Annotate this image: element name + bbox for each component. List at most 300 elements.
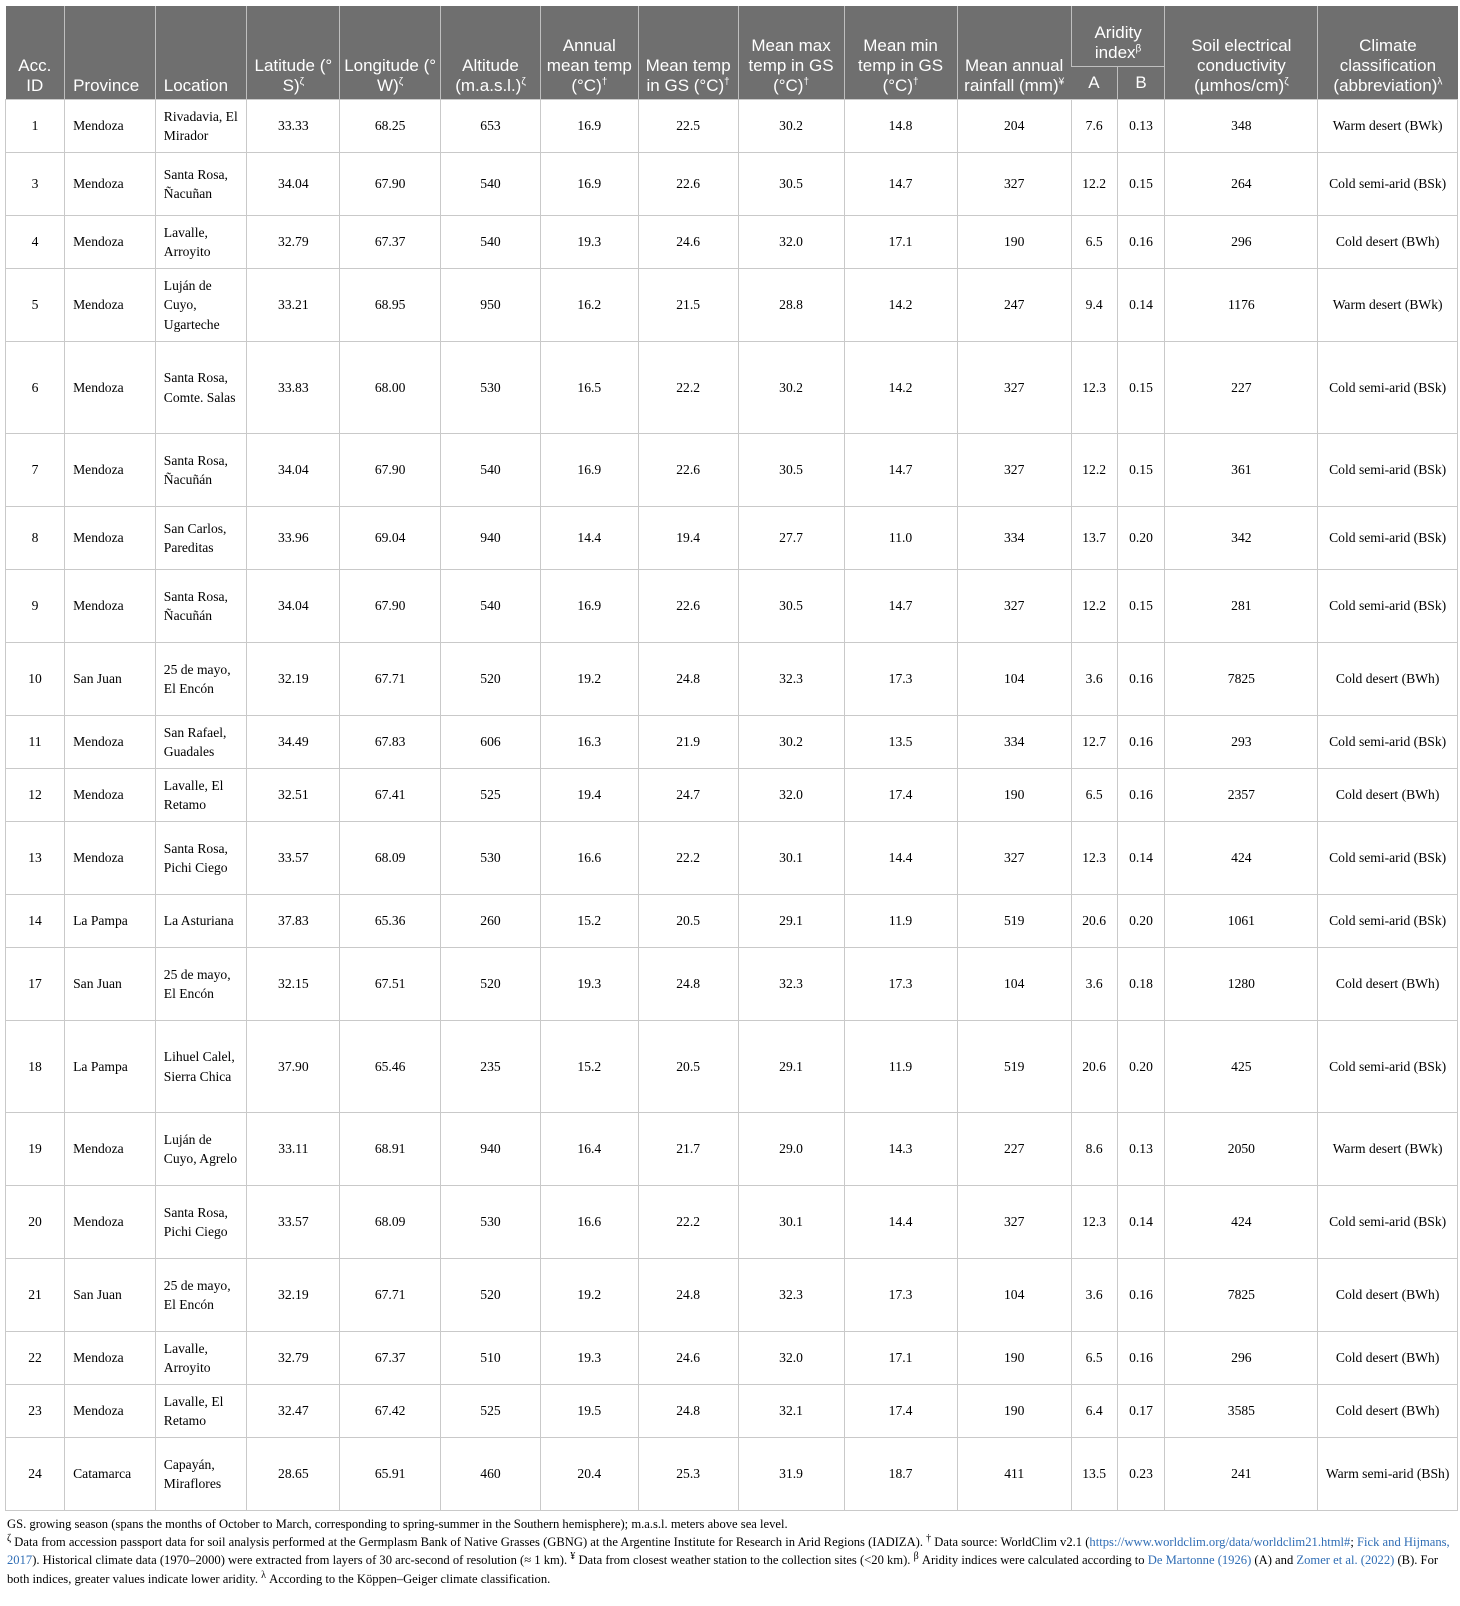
- cell-rainfall: 104: [957, 1259, 1071, 1332]
- cell-acc-id: 4: [6, 216, 65, 269]
- cell-latitude: 32.79: [247, 1332, 340, 1385]
- table-row: [6, 507, 1458, 570]
- cell-mean-min-temp-gs: 17.3: [844, 643, 957, 716]
- cell-acc-id: 9: [6, 570, 65, 643]
- cell-rainfall: 190: [957, 216, 1071, 269]
- cell-latitude: 34.04: [247, 434, 340, 507]
- cell-aridity-a: 3.6: [1071, 1259, 1117, 1332]
- cell-aridity-b: 0.16: [1117, 216, 1165, 269]
- cell-mean-min-temp-gs: 11.9: [844, 895, 957, 948]
- cell-mean-max-temp-gs: 30.5: [738, 434, 844, 507]
- cell-altitude: 460: [441, 1438, 541, 1511]
- cell-longitude: 67.90: [340, 570, 441, 643]
- cell-soil-ec: 7825: [1165, 1259, 1318, 1332]
- cell-annual-mean-temp: 19.4: [540, 769, 638, 822]
- cell-longitude: 67.42: [340, 1385, 441, 1438]
- cell-acc-id: 7: [6, 434, 65, 507]
- cell-acc-id: 24: [6, 1438, 65, 1511]
- cell-longitude: 68.09: [340, 822, 441, 895]
- cell-latitude: 33.33: [247, 100, 340, 153]
- cell-longitude: 67.90: [340, 153, 441, 216]
- cell-mean-min-temp-gs: 11.9: [844, 1021, 957, 1113]
- cell-altitude: 235: [441, 1021, 541, 1113]
- cell-mean-temp-gs: 22.2: [638, 822, 738, 895]
- cell-aridity-b: 0.16: [1117, 643, 1165, 716]
- cell-mean-max-temp-gs: 32.3: [738, 948, 844, 1021]
- cell-climate: Cold desert (BWh): [1318, 643, 1458, 716]
- footnote-sources: $^\zeta$ Data from accession passport data for soil analysis performed at the Germplasm Bank of Native Grasses (GBNG) at the Argentine Institute for Research in Arid Regions (IADIZA). † Data source: WorldClim v2.1 (https://www.worldclim.org/data/worldclim21.html#; Fick and Hijmans, 2017). Historical climate data (1970–2000) were extracted from layers of 30 arc-second of resolution (≈ 1 km). ¥ Data from closest weather station to the collection sites (<20 km). $^\beta$ Aridity indices were calculated according to De Martonne (1926) (A) and Zomer et al. (2022) (B). For both indices, greater values indicate lower aridity. $^\lambda$ According to the Köppen–Geiger climate classification.: [7, 1533, 1450, 1586]
- header-altitude: Altitude $(m.a.s.l.)^\zeta$: [441, 6, 541, 100]
- cell-annual-mean-temp: 16.3: [540, 716, 638, 769]
- cell-province: La Pampa: [65, 895, 156, 948]
- cell-longitude: 68.91: [340, 1113, 441, 1186]
- cell-altitude: 530: [441, 822, 541, 895]
- header-climate: Climate classification (abbreviation)$^\lambda$: [1318, 6, 1458, 100]
- cell-altitude: 510: [441, 1332, 541, 1385]
- cell-aridity-a: 6.4: [1071, 1385, 1117, 1438]
- cell-rainfall: 327: [957, 434, 1071, 507]
- cell-mean-temp-gs: 24.8: [638, 1259, 738, 1332]
- cell-mean-min-temp-gs: 17.4: [844, 1385, 957, 1438]
- cell-soil-ec: 1280: [1165, 948, 1318, 1021]
- cell-longitude: 68.95: [340, 269, 441, 342]
- cell-climate: Cold desert (BWh): [1318, 948, 1458, 1021]
- cell-mean-max-temp-gs: 30.1: [738, 1186, 844, 1259]
- cell-aridity-a: 12.3: [1071, 342, 1117, 434]
- cell-acc-id: 18: [6, 1021, 65, 1113]
- cell-latitude: 34.04: [247, 570, 340, 643]
- cell-aridity-a: 12.3: [1071, 1186, 1117, 1259]
- cell-mean-min-temp-gs: 14.2: [844, 269, 957, 342]
- cell-rainfall: 334: [957, 716, 1071, 769]
- cell-longitude: 67.90: [340, 434, 441, 507]
- cell-mean-temp-gs: 25.3: [638, 1438, 738, 1511]
- cell-aridity-b: 0.20: [1117, 1021, 1165, 1113]
- cell-aridity-a: 13.5: [1071, 1438, 1117, 1511]
- cell-annual-mean-temp: 15.2: [540, 895, 638, 948]
- cell-annual-mean-temp: 19.2: [540, 1259, 638, 1332]
- cell-rainfall: 327: [957, 342, 1071, 434]
- cell-mean-max-temp-gs: 32.0: [738, 216, 844, 269]
- header-rainfall: Mean annual rainfall (mm)¥: [957, 6, 1071, 100]
- table-row: [6, 434, 1458, 507]
- cell-location: San Rafael, Guadales: [155, 716, 247, 769]
- cell-province: Mendoza: [65, 434, 156, 507]
- header-mean-temp-gs: Mean temp in GS (°C)†: [638, 6, 738, 100]
- cell-mean-max-temp-gs: 30.2: [738, 716, 844, 769]
- cell-province: Mendoza: [65, 822, 156, 895]
- cell-aridity-a: 12.7: [1071, 716, 1117, 769]
- cell-mean-min-temp-gs: 17.1: [844, 216, 957, 269]
- cell-rainfall: 190: [957, 769, 1071, 822]
- cell-climate: Warm desert (BWk): [1318, 100, 1458, 153]
- cell-mean-temp-gs: 24.6: [638, 1332, 738, 1385]
- cell-soil-ec: 1176: [1165, 269, 1318, 342]
- cell-acc-id: 6: [6, 342, 65, 434]
- cell-rainfall: 327: [957, 1186, 1071, 1259]
- cell-climate: Cold semi-arid (BSk): [1318, 1021, 1458, 1113]
- cell-longitude: 67.51: [340, 948, 441, 1021]
- cell-climate: Cold desert (BWh): [1318, 769, 1458, 822]
- cell-province: Mendoza: [65, 1113, 156, 1186]
- zomer-link[interactable]: Zomer et al. (2022): [1296, 1553, 1395, 1568]
- cell-aridity-a: 13.7: [1071, 507, 1117, 570]
- cell-mean-max-temp-gs: 32.0: [738, 769, 844, 822]
- cell-location: Santa Rosa, Ñacuñan: [155, 153, 247, 216]
- cell-province: Mendoza: [65, 507, 156, 570]
- cell-climate: Cold semi-arid (BSk): [1318, 507, 1458, 570]
- header-aridity-b: B: [1117, 67, 1165, 100]
- cell-mean-temp-gs: 20.5: [638, 895, 738, 948]
- table-row: [6, 100, 1458, 153]
- cell-mean-temp-gs: 20.5: [638, 1021, 738, 1113]
- cell-mean-min-temp-gs: 17.3: [844, 1259, 957, 1332]
- cell-mean-temp-gs: 24.8: [638, 948, 738, 1021]
- cell-longitude: 67.83: [340, 716, 441, 769]
- cell-climate: Cold semi-arid (BSk): [1318, 434, 1458, 507]
- cell-latitude: 33.11: [247, 1113, 340, 1186]
- cell-longitude: 67.71: [340, 643, 441, 716]
- cell-soil-ec: 241: [1165, 1438, 1318, 1511]
- cell-mean-min-temp-gs: 14.2: [844, 342, 957, 434]
- table-footnotes: [5, 1515, 1458, 1588]
- cell-altitude: 950: [441, 269, 541, 342]
- cell-province: Catamarca: [65, 1438, 156, 1511]
- header-latitude: Latitude (° S)$^\zeta$: [247, 6, 340, 100]
- table-row: [6, 570, 1458, 643]
- cell-annual-mean-temp: 15.2: [540, 1021, 638, 1113]
- cell-acc-id: 5: [6, 269, 65, 342]
- cell-aridity-a: 6.5: [1071, 216, 1117, 269]
- fick-hijmans-link[interactable]: Fick and Hijmans, 2017: [7, 1535, 1450, 1568]
- cell-soil-ec: 3585: [1165, 1385, 1318, 1438]
- table-row: [6, 1259, 1458, 1332]
- cell-mean-temp-gs: 22.2: [638, 1186, 738, 1259]
- cell-altitude: 530: [441, 342, 541, 434]
- table-wrapper: [5, 6, 1458, 1588]
- cell-annual-mean-temp: 16.9: [540, 434, 638, 507]
- cell-mean-max-temp-gs: 30.5: [738, 153, 844, 216]
- cell-soil-ec: 281: [1165, 570, 1318, 643]
- worldclim-link[interactable]: https://www.worldclim.org/data/worldclim21.html#: [1089, 1535, 1351, 1550]
- cell-longitude: 68.09: [340, 1186, 441, 1259]
- header-soil-ec: Soil electrical conductivity (µmhos/cm)$^\zeta$: [1165, 6, 1318, 100]
- cell-location: Lihuel Calel, Sierra Chica: [155, 1021, 247, 1113]
- cell-climate: Warm desert (BWk): [1318, 269, 1458, 342]
- table-row: [6, 342, 1458, 434]
- cell-latitude: 32.51: [247, 769, 340, 822]
- cell-province: Mendoza: [65, 769, 156, 822]
- cell-acc-id: 14: [6, 895, 65, 948]
- cell-mean-max-temp-gs: 32.3: [738, 643, 844, 716]
- cell-mean-min-temp-gs: 14.8: [844, 100, 957, 153]
- cell-mean-temp-gs: 22.6: [638, 434, 738, 507]
- cell-aridity-b: 0.17: [1117, 1385, 1165, 1438]
- cell-climate: Cold semi-arid (BSk): [1318, 895, 1458, 948]
- header-acc-id: Acc. ID: [6, 6, 65, 100]
- cell-mean-temp-gs: 21.9: [638, 716, 738, 769]
- cell-annual-mean-temp: 20.4: [540, 1438, 638, 1511]
- cell-mean-max-temp-gs: 32.3: [738, 1259, 844, 1332]
- cell-location: Lavalle, Arroyito: [155, 216, 247, 269]
- header-aridity-index: Aridity index$^\beta$: [1071, 6, 1165, 67]
- cell-climate: Warm semi-arid (BSh): [1318, 1438, 1458, 1511]
- cell-aridity-b: 0.16: [1117, 1332, 1165, 1385]
- cell-province: Mendoza: [65, 269, 156, 342]
- cell-rainfall: 247: [957, 269, 1071, 342]
- cell-mean-temp-gs: 21.5: [638, 269, 738, 342]
- cell-acc-id: 10: [6, 643, 65, 716]
- cell-province: Mendoza: [65, 1385, 156, 1438]
- cell-mean-temp-gs: 21.7: [638, 1113, 738, 1186]
- cell-aridity-b: 0.15: [1117, 570, 1165, 643]
- cell-mean-temp-gs: 22.6: [638, 153, 738, 216]
- cell-climate: Cold semi-arid (BSk): [1318, 342, 1458, 434]
- cell-rainfall: 327: [957, 822, 1071, 895]
- cell-annual-mean-temp: 16.9: [540, 570, 638, 643]
- cell-altitude: 540: [441, 434, 541, 507]
- cell-annual-mean-temp: 16.6: [540, 822, 638, 895]
- table-row: [6, 153, 1458, 216]
- cell-mean-min-temp-gs: 14.3: [844, 1113, 957, 1186]
- cell-aridity-b: 0.13: [1117, 100, 1165, 153]
- cell-aridity-b: 0.23: [1117, 1438, 1165, 1511]
- cell-soil-ec: 424: [1165, 822, 1318, 895]
- cell-mean-min-temp-gs: 14.7: [844, 434, 957, 507]
- cell-mean-temp-gs: 24.8: [638, 1385, 738, 1438]
- cell-longitude: 67.41: [340, 769, 441, 822]
- cell-mean-min-temp-gs: 17.4: [844, 769, 957, 822]
- cell-mean-max-temp-gs: 29.1: [738, 1021, 844, 1113]
- cell-altitude: 520: [441, 948, 541, 1021]
- cell-rainfall: 104: [957, 948, 1071, 1021]
- cell-province: Mendoza: [65, 570, 156, 643]
- cell-location: 25 de mayo, El Encón: [155, 1259, 247, 1332]
- cell-soil-ec: 227: [1165, 342, 1318, 434]
- cell-annual-mean-temp: 16.9: [540, 100, 638, 153]
- cell-altitude: 606: [441, 716, 541, 769]
- cell-mean-min-temp-gs: 13.5: [844, 716, 957, 769]
- cell-province: Mendoza: [65, 153, 156, 216]
- table-row: [6, 216, 1458, 269]
- cell-annual-mean-temp: 16.5: [540, 342, 638, 434]
- cell-altitude: 525: [441, 1385, 541, 1438]
- cell-latitude: 32.47: [247, 1385, 340, 1438]
- cell-altitude: 520: [441, 1259, 541, 1332]
- accession-climate-table: [5, 6, 1458, 1511]
- cell-altitude: 260: [441, 895, 541, 948]
- cell-location: Santa Rosa, Pichi Ciego: [155, 822, 247, 895]
- cell-soil-ec: 2357: [1165, 769, 1318, 822]
- cell-aridity-b: 0.16: [1117, 769, 1165, 822]
- cell-mean-max-temp-gs: 30.2: [738, 100, 844, 153]
- cell-aridity-a: 12.2: [1071, 153, 1117, 216]
- cell-latitude: 34.49: [247, 716, 340, 769]
- header-province: Province: [65, 6, 156, 100]
- cell-province: Mendoza: [65, 216, 156, 269]
- cell-province: La Pampa: [65, 1021, 156, 1113]
- cell-aridity-a: 7.6: [1071, 100, 1117, 153]
- cell-location: Capayán, Miraflores: [155, 1438, 247, 1511]
- cell-mean-max-temp-gs: 28.8: [738, 269, 844, 342]
- cell-mean-min-temp-gs: 17.1: [844, 1332, 957, 1385]
- cell-aridity-a: 12.2: [1071, 570, 1117, 643]
- cell-mean-max-temp-gs: 32.0: [738, 1332, 844, 1385]
- cell-soil-ec: 348: [1165, 100, 1318, 153]
- cell-annual-mean-temp: 16.6: [540, 1186, 638, 1259]
- cell-annual-mean-temp: 19.5: [540, 1385, 638, 1438]
- cell-location: San Carlos, Pareditas: [155, 507, 247, 570]
- cell-location: Santa Rosa, Comte. Salas: [155, 342, 247, 434]
- cell-location: Santa Rosa, Ñacuñán: [155, 570, 247, 643]
- table-row: [6, 895, 1458, 948]
- cell-rainfall: 327: [957, 570, 1071, 643]
- cell-aridity-b: 0.14: [1117, 269, 1165, 342]
- table-body: [6, 100, 1458, 1511]
- cell-latitude: 33.57: [247, 1186, 340, 1259]
- header-longitude: Longitude (° W)$^\zeta$: [340, 6, 441, 100]
- cell-mean-min-temp-gs: 14.7: [844, 570, 957, 643]
- cell-location: Santa Rosa, Pichi Ciego: [155, 1186, 247, 1259]
- cell-mean-temp-gs: 22.5: [638, 100, 738, 153]
- header-row: [6, 6, 1458, 67]
- cell-mean-max-temp-gs: 30.5: [738, 570, 844, 643]
- de-martonne-link[interactable]: De Martonne (1926): [1147, 1553, 1252, 1568]
- cell-climate: Warm desert (BWk): [1318, 1113, 1458, 1186]
- cell-aridity-b: 0.15: [1117, 342, 1165, 434]
- cell-aridity-a: 20.6: [1071, 1021, 1117, 1113]
- cell-latitude: 32.15: [247, 948, 340, 1021]
- cell-acc-id: 11: [6, 716, 65, 769]
- cell-mean-max-temp-gs: 27.7: [738, 507, 844, 570]
- cell-soil-ec: 296: [1165, 1332, 1318, 1385]
- footnote-gs: GS. growing season (spans the months of October to March, corresponding to spring-summer in the Southern hemisphere); m.a.s.l. meters above sea level.: [7, 1517, 788, 1531]
- cell-aridity-a: 9.4: [1071, 269, 1117, 342]
- cell-acc-id: 1: [6, 100, 65, 153]
- cell-aridity-b: 0.15: [1117, 153, 1165, 216]
- cell-province: San Juan: [65, 643, 156, 716]
- cell-mean-min-temp-gs: 14.4: [844, 822, 957, 895]
- cell-location: Lavalle, Arroyito: [155, 1332, 247, 1385]
- cell-latitude: 33.83: [247, 342, 340, 434]
- cell-aridity-a: 3.6: [1071, 948, 1117, 1021]
- cell-province: Mendoza: [65, 1186, 156, 1259]
- cell-aridity-b: 0.18: [1117, 948, 1165, 1021]
- cell-location: Lavalle, El Retamo: [155, 769, 247, 822]
- cell-mean-temp-gs: 24.7: [638, 769, 738, 822]
- cell-mean-min-temp-gs: 18.7: [844, 1438, 957, 1511]
- cell-mean-max-temp-gs: 29.0: [738, 1113, 844, 1186]
- cell-aridity-b: 0.14: [1117, 822, 1165, 895]
- cell-mean-min-temp-gs: 11.0: [844, 507, 957, 570]
- cell-longitude: 65.91: [340, 1438, 441, 1511]
- cell-climate: Cold semi-arid (BSk): [1318, 570, 1458, 643]
- cell-rainfall: 519: [957, 895, 1071, 948]
- cell-province: Mendoza: [65, 342, 156, 434]
- cell-mean-max-temp-gs: 30.2: [738, 342, 844, 434]
- cell-aridity-b: 0.16: [1117, 716, 1165, 769]
- cell-latitude: 34.04: [247, 153, 340, 216]
- cell-annual-mean-temp: 16.2: [540, 269, 638, 342]
- cell-latitude: 32.19: [247, 643, 340, 716]
- cell-acc-id: 12: [6, 769, 65, 822]
- cell-soil-ec: 1061: [1165, 895, 1318, 948]
- cell-annual-mean-temp: 16.9: [540, 153, 638, 216]
- cell-altitude: 653: [441, 100, 541, 153]
- cell-altitude: 940: [441, 507, 541, 570]
- cell-latitude: 32.79: [247, 216, 340, 269]
- cell-climate: Cold desert (BWh): [1318, 1385, 1458, 1438]
- cell-province: Mendoza: [65, 1332, 156, 1385]
- cell-longitude: 65.36: [340, 895, 441, 948]
- cell-longitude: 67.71: [340, 1259, 441, 1332]
- cell-latitude: 28.65: [247, 1438, 340, 1511]
- table-row: [6, 1438, 1458, 1511]
- cell-climate: Cold semi-arid (BSk): [1318, 1186, 1458, 1259]
- cell-mean-temp-gs: 24.8: [638, 643, 738, 716]
- table-row: [6, 1113, 1458, 1186]
- cell-annual-mean-temp: 16.4: [540, 1113, 638, 1186]
- cell-acc-id: 20: [6, 1186, 65, 1259]
- cell-altitude: 540: [441, 216, 541, 269]
- cell-annual-mean-temp: 14.4: [540, 507, 638, 570]
- table-row: [6, 948, 1458, 1021]
- header-aridity-a: A: [1071, 67, 1117, 100]
- cell-soil-ec: 264: [1165, 153, 1318, 216]
- cell-longitude: 67.37: [340, 1332, 441, 1385]
- cell-province: San Juan: [65, 948, 156, 1021]
- header-mean-max-temp-gs: Mean max temp in GS (°C)†: [738, 6, 844, 100]
- cell-mean-temp-gs: 19.4: [638, 507, 738, 570]
- cell-climate: Cold semi-arid (BSk): [1318, 153, 1458, 216]
- cell-latitude: 37.83: [247, 895, 340, 948]
- cell-location: Lavalle, El Retamo: [155, 1385, 247, 1438]
- cell-rainfall: 190: [957, 1332, 1071, 1385]
- cell-aridity-b: 0.20: [1117, 507, 1165, 570]
- cell-acc-id: 17: [6, 948, 65, 1021]
- cell-soil-ec: 425: [1165, 1021, 1318, 1113]
- cell-annual-mean-temp: 19.3: [540, 948, 638, 1021]
- cell-rainfall: 204: [957, 100, 1071, 153]
- table-row: [6, 1332, 1458, 1385]
- cell-aridity-a: 8.6: [1071, 1113, 1117, 1186]
- cell-rainfall: 519: [957, 1021, 1071, 1113]
- cell-soil-ec: 342: [1165, 507, 1318, 570]
- cell-acc-id: 22: [6, 1332, 65, 1385]
- cell-soil-ec: 7825: [1165, 643, 1318, 716]
- table-row: [6, 269, 1458, 342]
- cell-rainfall: 190: [957, 1385, 1071, 1438]
- cell-aridity-a: 3.6: [1071, 643, 1117, 716]
- cell-climate: Cold desert (BWh): [1318, 216, 1458, 269]
- cell-altitude: 520: [441, 643, 541, 716]
- cell-location: 25 de mayo, El Encón: [155, 948, 247, 1021]
- cell-mean-max-temp-gs: 31.9: [738, 1438, 844, 1511]
- cell-mean-max-temp-gs: 32.1: [738, 1385, 844, 1438]
- cell-altitude: 540: [441, 153, 541, 216]
- cell-latitude: 37.90: [247, 1021, 340, 1113]
- table-row: [6, 1186, 1458, 1259]
- cell-province: Mendoza: [65, 716, 156, 769]
- cell-latitude: 32.19: [247, 1259, 340, 1332]
- cell-soil-ec: 424: [1165, 1186, 1318, 1259]
- cell-climate: Cold semi-arid (BSk): [1318, 716, 1458, 769]
- cell-climate: Cold desert (BWh): [1318, 1332, 1458, 1385]
- cell-annual-mean-temp: 19.3: [540, 1332, 638, 1385]
- cell-latitude: 33.57: [247, 822, 340, 895]
- header-mean-min-temp-gs: Mean min temp in GS (°C)†: [844, 6, 957, 100]
- table-row: [6, 769, 1458, 822]
